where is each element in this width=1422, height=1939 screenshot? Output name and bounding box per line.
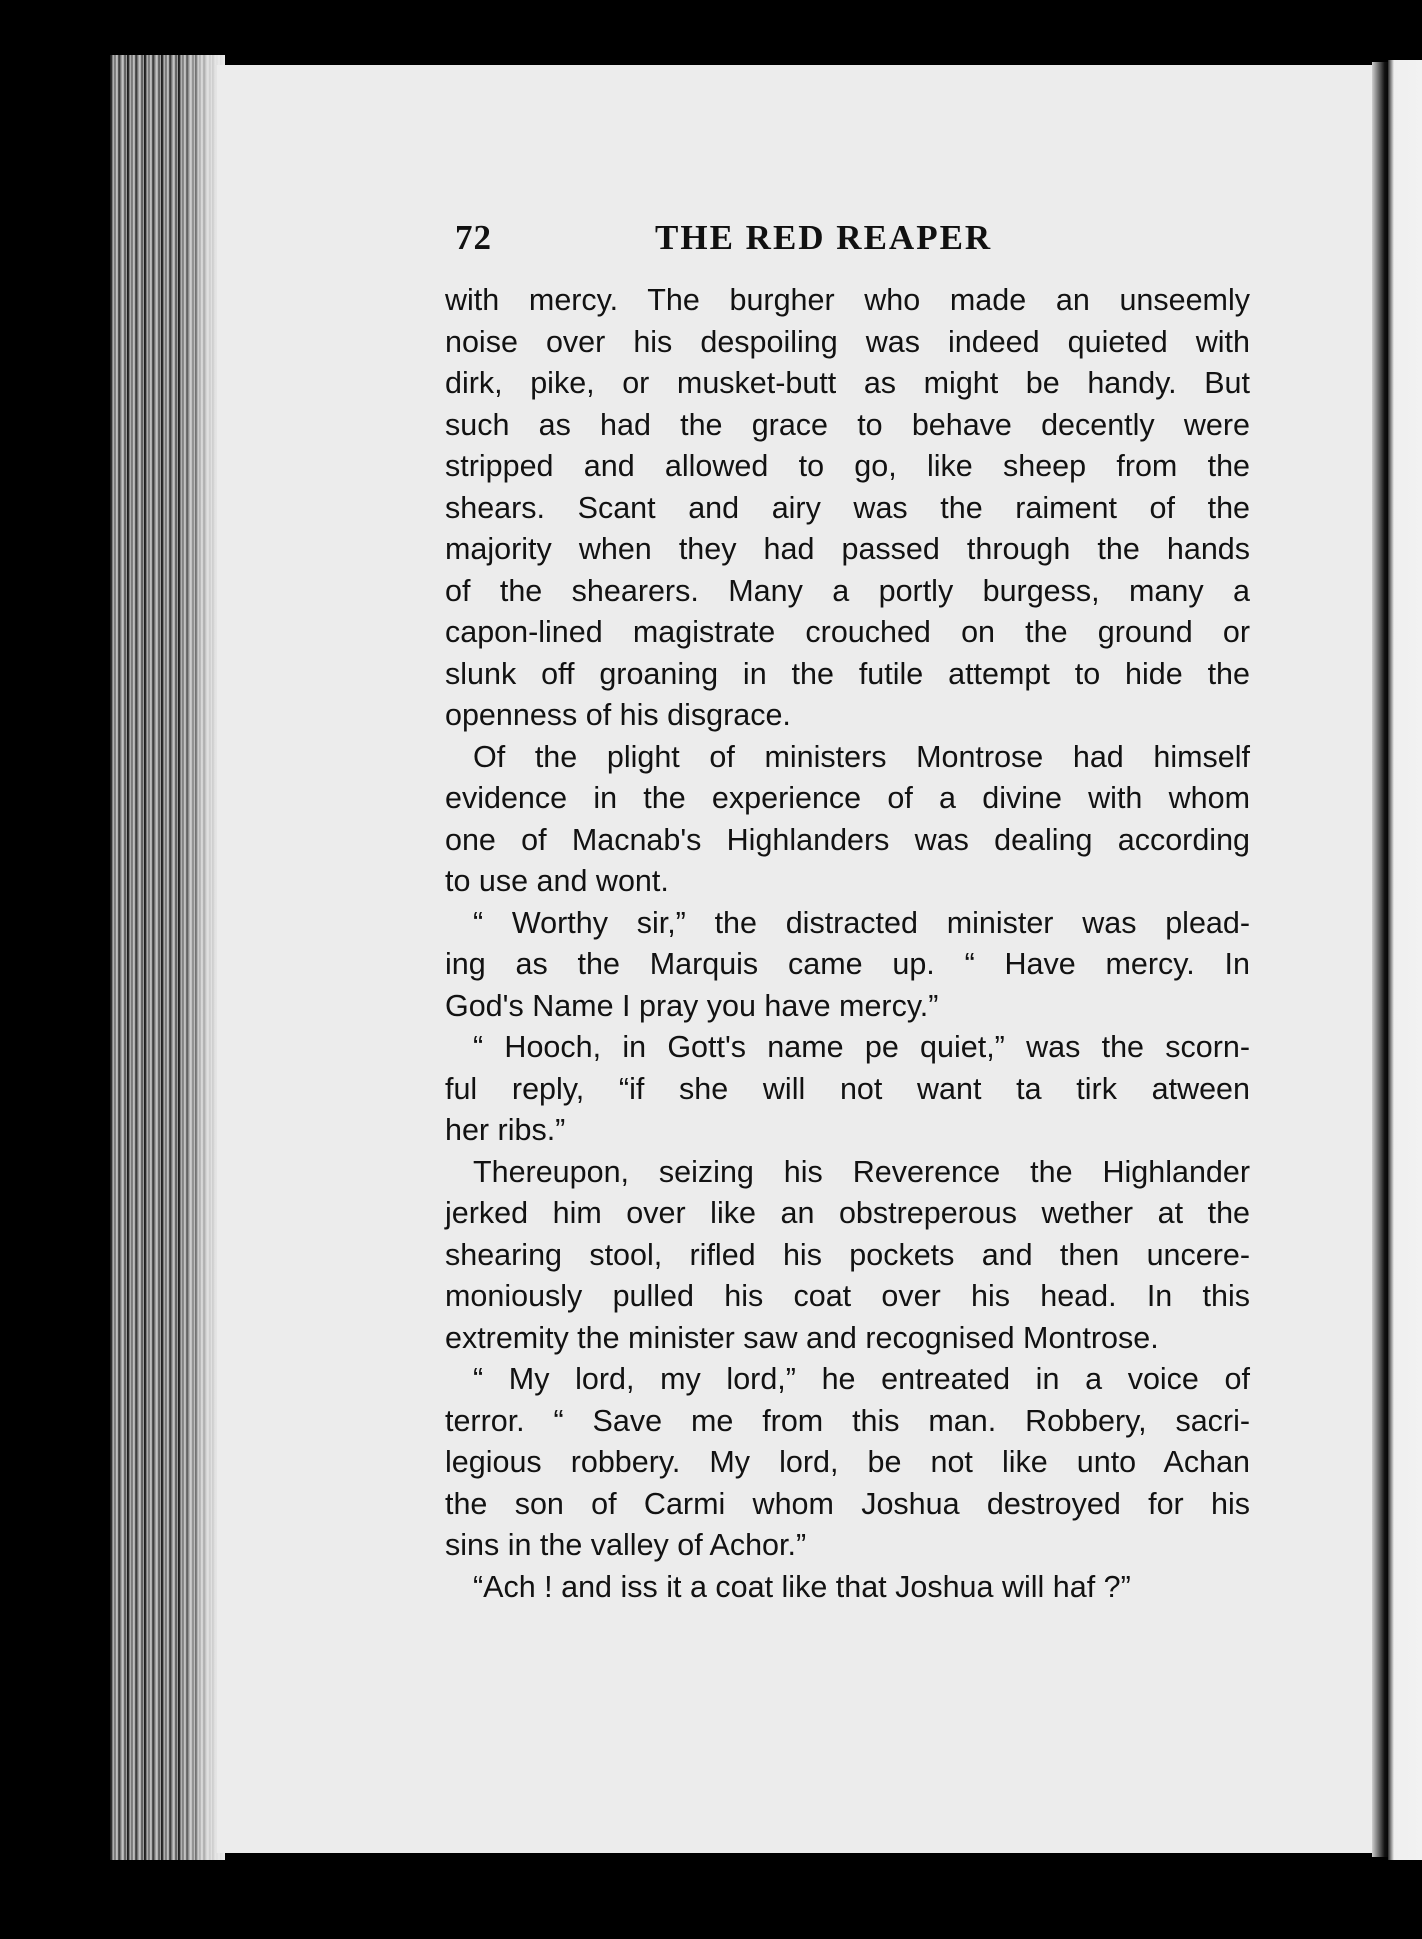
text-line: such as had the grace to behave decently were — [445, 407, 1250, 442]
body-text — [445, 280, 1250, 1608]
text-line: moniously pulled his coat over his head. In this — [445, 1279, 1250, 1313]
text-line: shears. Scant and airy was the raiment of the — [445, 490, 1250, 525]
text-block — [445, 218, 1250, 1608]
text-line: jerked him over like an obstreperous wether at the — [445, 1196, 1250, 1230]
text-line: Of the plight of ministers Montrose had himself — [473, 739, 1250, 774]
text-line: openness of his disgrace. — [445, 698, 791, 732]
text-line: majority when they had passed through the hands — [445, 532, 1250, 566]
text-line: to use and wont. — [445, 864, 669, 898]
text-line: her ribs.” — [445, 1113, 566, 1147]
binding-shadow — [180, 55, 225, 1860]
text-line: “ Worthy sir,” the distracted minister was plead- — [473, 905, 1250, 940]
text-line: slunk off groaning in the futile attempt to hide the — [445, 656, 1250, 691]
text-line: sins in the valley of Achor.” — [445, 1528, 807, 1562]
text-line: evidence in the experience of a divine with whom — [445, 781, 1250, 815]
text-line: dirk, pike, or musket-butt as might be handy. But — [445, 366, 1250, 400]
text-line: one of Macnab's Highlanders was dealing according — [445, 822, 1250, 857]
text-line: God's Name I pray you have mercy.” — [445, 988, 939, 1023]
page-number: 72 — [455, 218, 492, 257]
text-line: of the shearers. Many a portly burgess, many a — [445, 573, 1250, 608]
text-line: legious robbery. My lord, be not like unto Achan — [445, 1445, 1250, 1479]
text-line: ing as the Marquis came up. “ Have mercy. In — [445, 947, 1250, 981]
text-line: ful reply, “if she will not want ta tirk atween — [445, 1071, 1250, 1106]
facing-page-edge — [1388, 60, 1422, 1860]
running-head — [445, 218, 1250, 268]
text-line: “ My lord, my lord,” he entreated in a voice of — [473, 1362, 1250, 1396]
text-line: shearing stool, rifled his pockets and then uncere- — [445, 1237, 1250, 1272]
text-line: “ Hooch, in Gott's name pe quiet,” was the scorn- — [473, 1030, 1250, 1064]
text-line: “Ach ! and iss it a coat like that Joshua will haf ?” — [473, 1569, 1131, 1604]
book-title: THE RED REAPER — [655, 218, 993, 257]
text-line: extremity the minister saw and recognised Montrose. — [445, 1320, 1159, 1355]
text-line: with mercy. The burgher who made an unseemly — [445, 283, 1250, 317]
text-line: the son of Carmi whom Joshua destroyed for his — [445, 1486, 1250, 1521]
text-line: stripped and allowed to go, like sheep from the — [445, 449, 1250, 483]
text-line: terror. “ Save me from this man. Robbery, sacri- — [445, 1403, 1250, 1438]
text-line: noise over his despoiling was indeed quieted with — [445, 324, 1250, 359]
text-line: capon-lined magistrate crouched on the ground or — [445, 615, 1250, 649]
text-line: Thereupon, seizing his Reverence the Highlander — [473, 1154, 1250, 1189]
